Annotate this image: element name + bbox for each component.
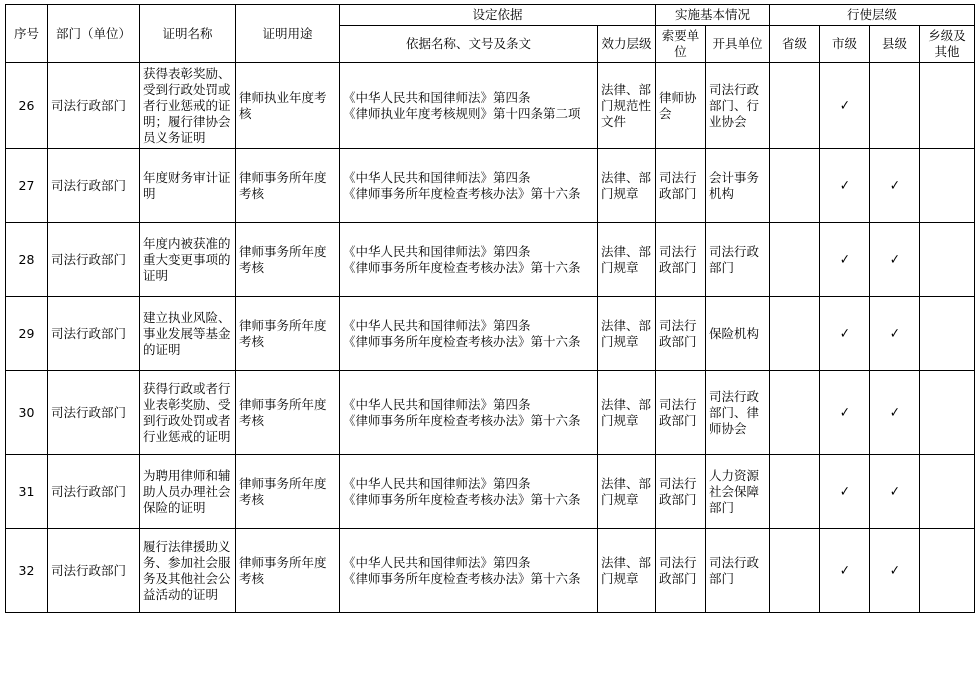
- table-row: [6, 63, 975, 149]
- cell-dept: 司法行政部门: [48, 223, 140, 297]
- cell-seq: 31: [6, 455, 48, 529]
- header-requesting-unit: 索要单位: [656, 26, 706, 63]
- certificate-table: [5, 4, 975, 613]
- cell-level-county: ✓: [870, 455, 920, 529]
- header-dept: 部门（单位）: [48, 5, 140, 63]
- cell-effect-level: 法律、部门规章: [598, 529, 656, 613]
- cell-issuing-unit: 会计事务机构: [706, 149, 770, 223]
- cell-level-township: [920, 371, 975, 455]
- cell-level-municipal: ✓: [820, 63, 870, 149]
- table-body: [6, 63, 975, 613]
- cell-level-township: [920, 149, 975, 223]
- cell-requesting-unit: 司法行政部门: [656, 223, 706, 297]
- cell-level-county: ✓: [870, 223, 920, 297]
- cell-effect-level: 法律、部门规范性文件: [598, 63, 656, 149]
- cell-requesting-unit: 司法行政部门: [656, 529, 706, 613]
- cell-cert-name: 获得表彰奖励、受到行政处罚或者行业惩戒的证明；履行律协会员义务证明: [140, 63, 236, 149]
- cell-cert-name: 年度内被获准的重大变更事项的证明: [140, 223, 236, 297]
- cell-requesting-unit: 司法行政部门: [656, 297, 706, 371]
- cell-level-municipal: ✓: [820, 455, 870, 529]
- header-row-groups: [6, 5, 975, 26]
- cell-cert-use: 律师事务所年度考核: [236, 223, 340, 297]
- cell-dept: 司法行政部门: [48, 371, 140, 455]
- cell-requesting-unit: 司法行政部门: [656, 149, 706, 223]
- table-row: [6, 223, 975, 297]
- cell-level-municipal: ✓: [820, 149, 870, 223]
- cell-level-provincial: [770, 371, 820, 455]
- table-row: [6, 297, 975, 371]
- cell-cert-use: 律师事务所年度考核: [236, 455, 340, 529]
- cell-effect-level: 法律、部门规章: [598, 371, 656, 455]
- header-group-level: 行使层级: [770, 5, 975, 26]
- cell-level-provincial: [770, 297, 820, 371]
- cell-level-provincial: [770, 223, 820, 297]
- cell-cert-name: 建立执业风险、事业发展等基金的证明: [140, 297, 236, 371]
- cell-seq: 29: [6, 297, 48, 371]
- cell-level-township: [920, 297, 975, 371]
- cell-dept: 司法行政部门: [48, 63, 140, 149]
- cell-cert-use: 律师事务所年度考核: [236, 371, 340, 455]
- cell-level-county: ✓: [870, 149, 920, 223]
- header-basis: 依据名称、文号及条文: [340, 26, 598, 63]
- header-municipal: 市级: [820, 26, 870, 63]
- cell-cert-use: 律师事务所年度考核: [236, 297, 340, 371]
- header-group-setting: 设定依据: [340, 5, 656, 26]
- cell-basis: 《中华人民共和国律师法》第四条 《律师事务所年度检查考核办法》第十六条: [340, 149, 598, 223]
- cell-cert-name: 履行法律援助义务、参加社会服务及其他社会公益活动的证明: [140, 529, 236, 613]
- cell-dept: 司法行政部门: [48, 149, 140, 223]
- cell-effect-level: 法律、部门规章: [598, 297, 656, 371]
- cell-level-township: [920, 529, 975, 613]
- cell-issuing-unit: 司法行政部门、律师协会: [706, 371, 770, 455]
- header-group-implementation: 实施基本情况: [656, 5, 770, 26]
- cell-level-provincial: [770, 529, 820, 613]
- header-county: 县级: [870, 26, 920, 63]
- cell-effect-level: 法律、部门规章: [598, 223, 656, 297]
- cell-basis: 《中华人民共和国律师法》第四条 《律师事务所年度检查考核办法》第十六条: [340, 455, 598, 529]
- cell-cert-use: 律师事务所年度考核: [236, 529, 340, 613]
- cell-cert-name: 年度财务审计证明: [140, 149, 236, 223]
- cell-level-provincial: [770, 149, 820, 223]
- cell-seq: 28: [6, 223, 48, 297]
- table-row: [6, 149, 975, 223]
- cell-cert-use: 律师执业年度考核: [236, 63, 340, 149]
- cell-basis: 《中华人民共和国律师法》第四条 《律师事务所年度检查考核办法》第十六条: [340, 529, 598, 613]
- cell-level-municipal: ✓: [820, 529, 870, 613]
- cell-issuing-unit: 司法行政部门: [706, 529, 770, 613]
- table-row: [6, 455, 975, 529]
- cell-basis: 《中华人民共和国律师法》第四条 《律师执业年度考核规则》第十四条第二项: [340, 63, 598, 149]
- cell-issuing-unit: 司法行政部门、行业协会: [706, 63, 770, 149]
- cell-issuing-unit: 司法行政部门: [706, 223, 770, 297]
- cell-issuing-unit: 人力资源社会保障部门: [706, 455, 770, 529]
- cell-seq: 27: [6, 149, 48, 223]
- cell-requesting-unit: 律师协会: [656, 63, 706, 149]
- cell-level-county: [870, 63, 920, 149]
- cell-effect-level: 法律、部门规章: [598, 455, 656, 529]
- cell-level-county: ✓: [870, 297, 920, 371]
- header-effect-level: 效力层级: [598, 26, 656, 63]
- cell-level-provincial: [770, 63, 820, 149]
- cell-seq: 30: [6, 371, 48, 455]
- table-header: [6, 5, 975, 63]
- cell-level-township: [920, 63, 975, 149]
- cell-seq: 32: [6, 529, 48, 613]
- table-row: [6, 529, 975, 613]
- header-use: 证明用途: [236, 5, 340, 63]
- cell-requesting-unit: 司法行政部门: [656, 371, 706, 455]
- cell-basis: 《中华人民共和国律师法》第四条 《律师事务所年度检查考核办法》第十六条: [340, 297, 598, 371]
- cell-level-county: ✓: [870, 529, 920, 613]
- table-row: [6, 371, 975, 455]
- cell-level-municipal: ✓: [820, 297, 870, 371]
- cell-cert-use: 律师事务所年度考核: [236, 149, 340, 223]
- cell-cert-name: 为聘用律师和辅助人员办理社会保险的证明: [140, 455, 236, 529]
- cell-dept: 司法行政部门: [48, 455, 140, 529]
- document-page: [0, 4, 979, 674]
- cell-basis: 《中华人民共和国律师法》第四条 《律师事务所年度检查考核办法》第十六条: [340, 223, 598, 297]
- cell-effect-level: 法律、部门规章: [598, 149, 656, 223]
- cell-basis: 《中华人民共和国律师法》第四条 《律师事务所年度检查考核办法》第十六条: [340, 371, 598, 455]
- cell-seq: 26: [6, 63, 48, 149]
- cell-level-county: ✓: [870, 371, 920, 455]
- header-name: 证明名称: [140, 5, 236, 63]
- cell-dept: 司法行政部门: [48, 297, 140, 371]
- cell-requesting-unit: 司法行政部门: [656, 455, 706, 529]
- cell-level-municipal: ✓: [820, 223, 870, 297]
- header-township-other: 乡级及其他: [920, 26, 975, 63]
- cell-level-municipal: ✓: [820, 371, 870, 455]
- cell-level-township: [920, 223, 975, 297]
- cell-dept: 司法行政部门: [48, 529, 140, 613]
- header-seq: 序号: [6, 5, 48, 63]
- header-provincial: 省级: [770, 26, 820, 63]
- cell-level-provincial: [770, 455, 820, 529]
- cell-cert-name: 获得行政或者行业表彰奖励、受到行政处罚或者行业惩戒的证明: [140, 371, 236, 455]
- cell-issuing-unit: 保险机构: [706, 297, 770, 371]
- cell-level-township: [920, 455, 975, 529]
- header-issuing-unit: 开具单位: [706, 26, 770, 63]
